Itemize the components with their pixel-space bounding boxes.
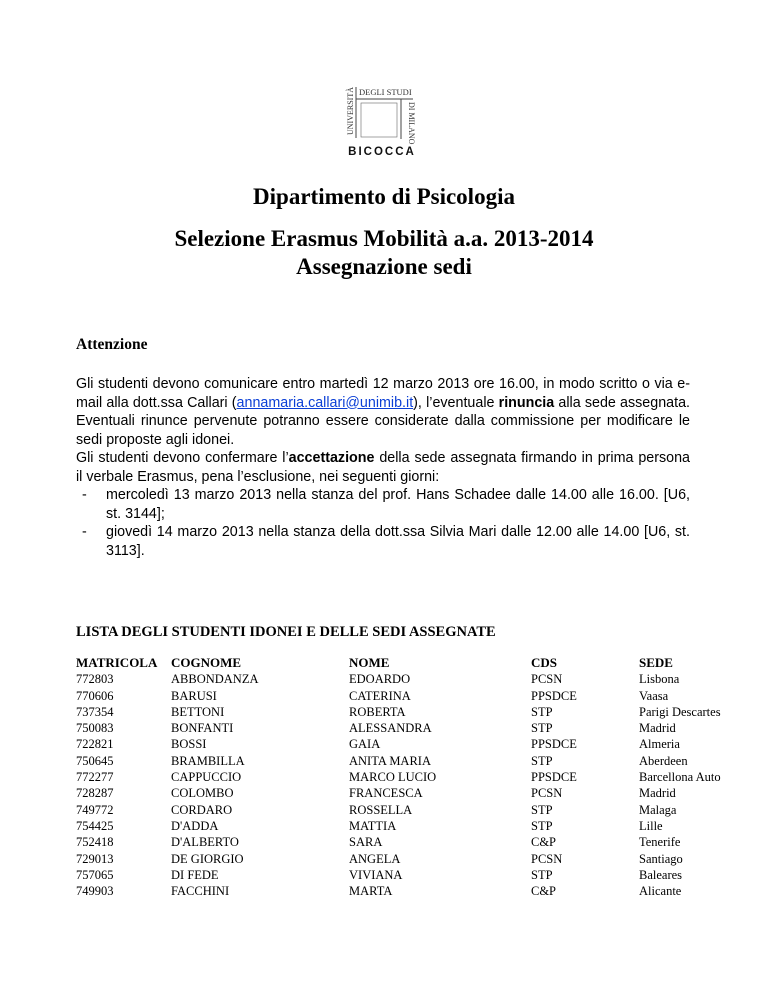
nome-cell: FRANCESCA	[349, 786, 423, 801]
matricola-cell: 729013	[76, 851, 114, 866]
nome-cell: MATTIA	[349, 818, 397, 833]
cds-cell: STP	[531, 802, 553, 817]
cognome-cell: ABBONDANZA	[171, 672, 259, 687]
notice-text: alla sede assegnata. Eventuali rinunce pervenute potranno essere considerate dalla commissione per modificare le sedi proposte agli idonei.	[76, 394, 690, 448]
notice-text: ), l’eventuale	[413, 394, 499, 411]
dates-list	[76, 486, 690, 560]
cds-cell: STP	[531, 867, 553, 882]
cds-cell: STP	[531, 704, 553, 719]
cognome-cell: CORDARO	[171, 802, 233, 817]
attention-heading: Attenzione	[76, 336, 148, 353]
logo-text-right: DI MILANO	[407, 102, 416, 145]
notice-bold-accettazione: accettazione	[288, 450, 375, 466]
table-header-row	[76, 655, 749, 671]
cds-cell: PCSN	[531, 851, 563, 866]
column-header-nome: NOME	[349, 655, 390, 670]
matricola-cell: 737354	[76, 704, 114, 719]
table-row	[76, 769, 749, 785]
selection-title: Selezione Erasmus Mobilità a.a. 2013-2014	[174, 226, 594, 251]
sede-cell: Baleares	[639, 867, 683, 882]
cds-cell: PPSDCE	[531, 770, 577, 785]
cognome-cell: FACCHINI	[171, 884, 230, 899]
sede-cell: Alicante	[639, 884, 682, 899]
matricola-cell: 728287	[76, 786, 114, 801]
cognome-cell: BOSSI	[171, 737, 207, 752]
table-row	[76, 720, 749, 736]
cognome-cell: DE GIORGIO	[171, 851, 244, 866]
matricola-cell: 772803	[76, 672, 114, 687]
sede-cell: Lisbona	[639, 672, 680, 687]
table-row	[76, 818, 749, 834]
sede-cell: Tenerife	[639, 835, 681, 850]
notice-bold-rinuncia: rinuncia	[498, 394, 555, 411]
column-header-cds: CDS	[531, 655, 558, 670]
table-row	[76, 851, 749, 867]
sede-cell: Parigi Descartes	[639, 704, 721, 719]
nome-cell: ROBERTA	[349, 704, 406, 719]
cds-cell: STP	[531, 721, 553, 736]
nome-cell: MARCO LUCIO	[349, 770, 437, 785]
notice-text: Gli studenti devono confermare l’	[76, 450, 289, 466]
matricola-cell: 772277	[76, 770, 114, 785]
nome-cell: MARTA	[349, 884, 393, 899]
cognome-cell: BETTONI	[171, 704, 225, 719]
matricola-cell: 749772	[76, 802, 114, 817]
table-row	[76, 671, 749, 687]
sede-cell: Santiago	[639, 851, 683, 866]
cognome-cell: DI FEDE	[171, 867, 219, 882]
cognome-cell: D'ADDA	[171, 818, 219, 833]
column-header-sede: SEDE	[639, 655, 673, 670]
logo-text-top: DEGLI STUDI	[359, 87, 412, 97]
nome-cell: EDOARDO	[349, 672, 411, 687]
sede-cell: Madrid	[639, 786, 676, 801]
cds-cell: PCSN	[531, 672, 563, 687]
notice-paragraph-1	[76, 375, 690, 449]
university-logo	[343, 83, 422, 158]
nome-cell: ROSSELLA	[349, 802, 413, 817]
notice-text: della sede assegnata firmando in prima persona il verbale Erasmus, pena l’esclusione, nei seguenti giorni:	[76, 450, 690, 485]
nome-cell: ANITA MARIA	[349, 753, 431, 768]
sede-cell: Barcellona Auto	[639, 770, 721, 785]
sede-cell: Vaasa	[639, 688, 669, 703]
table-row	[76, 688, 749, 704]
matricola-cell: 757065	[76, 867, 114, 882]
date-item: - mercoledì 13 marzo 2013 nella stanza del prof. Hans Schadee dalle 14.00 alle 16.00. [U6, st. 3144];	[82, 486, 690, 523]
table-row	[76, 736, 749, 752]
cds-cell: STP	[531, 818, 553, 833]
sede-cell: Aberdeen	[639, 753, 688, 768]
table-row	[76, 883, 749, 899]
cognome-cell: BARUSI	[171, 688, 217, 703]
selection-subtitle: Assegnazione sedi	[296, 254, 472, 279]
list-heading: LISTA DEGLI STUDENTI IDONEI E DELLE SEDI ASSEGNATE	[76, 624, 496, 640]
cognome-cell: BRAMBILLA	[171, 753, 245, 768]
table-row	[76, 867, 749, 883]
students-table	[76, 655, 749, 899]
students-table-body	[76, 671, 749, 899]
email-link[interactable]: annamaria.callari@unimib.it	[236, 394, 414, 411]
date-item: - giovedì 14 marzo 2013 nella stanza della dott.ssa Silvia Mari dalle 12.00 alle 14.00 [U6, st. 3113].	[82, 523, 690, 560]
cds-cell: PPSDCE	[531, 737, 577, 752]
matricola-cell: 750083	[76, 721, 114, 736]
cognome-cell: BONFANTI	[171, 721, 234, 736]
cognome-cell: D'ALBERTO	[171, 835, 239, 850]
nome-cell: CATERINA	[349, 688, 411, 703]
sede-cell: Almeria	[639, 737, 680, 752]
sede-cell: Madrid	[639, 721, 676, 736]
matricola-cell: 754425	[76, 818, 114, 833]
cds-cell: PPSDCE	[531, 688, 577, 703]
nome-cell: SARA	[349, 835, 383, 850]
column-header-cognome: COGNOME	[171, 655, 242, 670]
table-row	[76, 785, 749, 801]
table-row	[76, 834, 749, 850]
nome-cell: ANGELA	[349, 851, 401, 866]
table-row	[76, 753, 749, 769]
column-header-matricola: MATRICOLA	[76, 655, 158, 670]
department-title: Dipartimento di Psicologia	[253, 184, 515, 209]
matricola-cell: 770606	[76, 688, 114, 703]
table-row	[76, 704, 749, 720]
cds-cell: PCSN	[531, 786, 563, 801]
logo-text-bottom: BICOCCA	[348, 146, 416, 158]
cds-cell: C&P	[531, 884, 557, 899]
cds-cell: STP	[531, 753, 553, 768]
nome-cell: ALESSANDRA	[349, 721, 432, 736]
nome-cell: VIVIANA	[349, 867, 403, 882]
table-row	[76, 802, 749, 818]
matricola-cell: 750645	[76, 753, 114, 768]
sede-cell: Malaga	[639, 802, 677, 817]
notice-text: Gli studenti devono comunicare entro martedì 12 marzo 2013 ore 16.00, in modo scritto o via e-mail alla dott.ssa Callari (	[76, 376, 690, 411]
matricola-cell: 749903	[76, 884, 114, 899]
cognome-cell: COLOMBO	[171, 786, 234, 801]
matricola-cell: 722821	[76, 737, 114, 752]
sede-cell: Lille	[639, 818, 663, 833]
nome-cell: GAIA	[349, 737, 381, 752]
notice-paragraph-2	[76, 449, 690, 561]
cds-cell: C&P	[531, 835, 557, 850]
logo-text-left: UNIVERSITÀ	[346, 87, 355, 135]
cognome-cell: CAPPUCCIO	[171, 770, 242, 785]
matricola-cell: 752418	[76, 835, 114, 850]
